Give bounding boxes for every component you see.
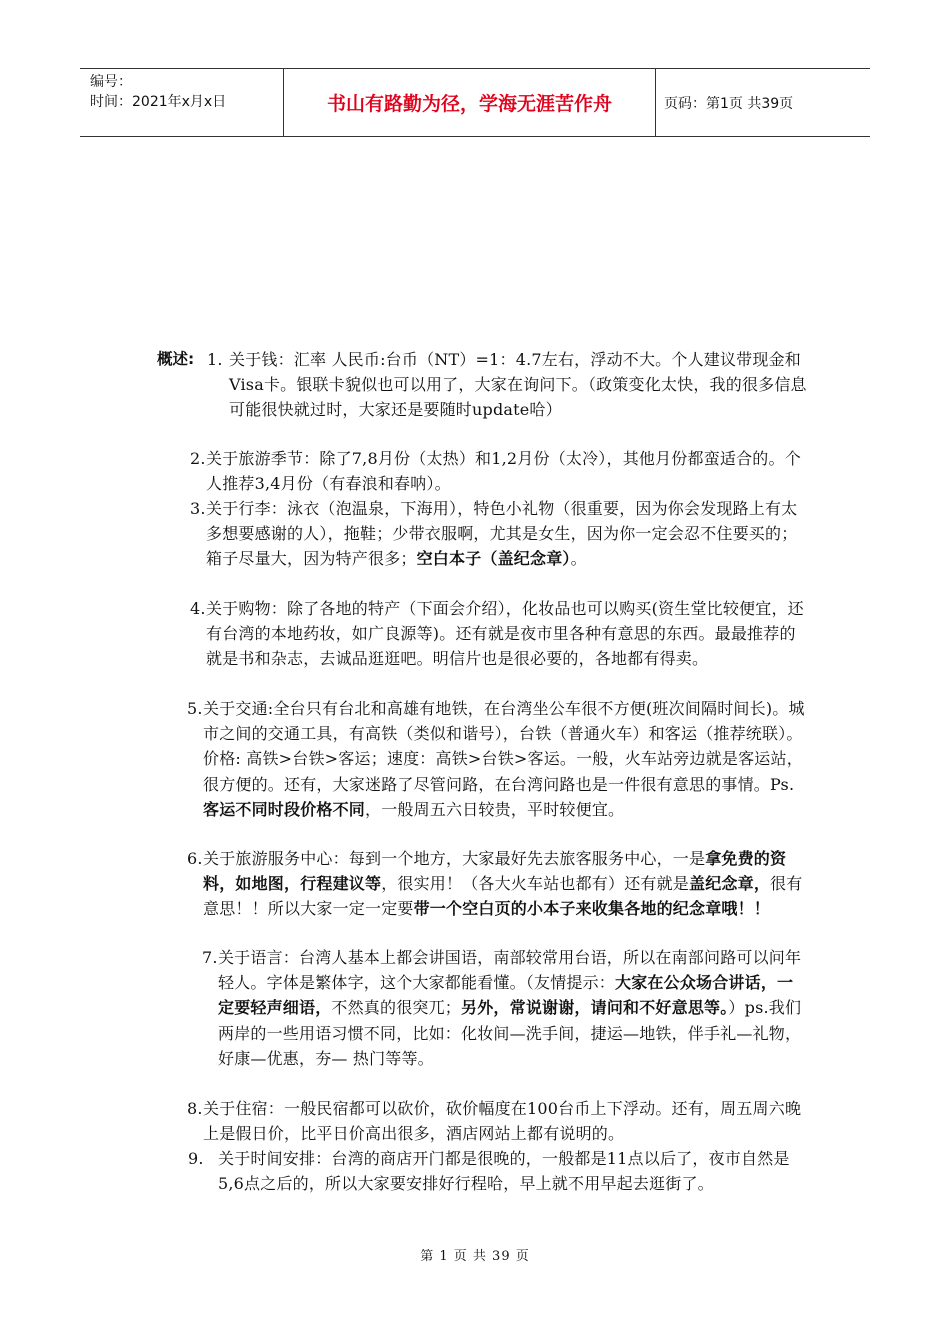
item-text: 关于购物：除了各地的特产（下面会介绍），化妆品也可以购买(资生堂比较便宜，还有台湾的本地药妆，如广良源等)。还有就是夜市里各种有意思的东西。最最推荐的就是书和杂志，去诚品逛逛吧。明信片也是很必要的，各地都有得卖。 (206, 599, 804, 669)
overview-label: 概述: (157, 350, 195, 368)
item-text: 关于住宿：一般民宿都可以砍价，砍价幅度在100台币上下浮动。还有，周五周六晚上是假日价，比平日价高出很多，酒店网站上都有说明的。 (203, 1099, 802, 1144)
item-text: 关于语言：台湾人基本上都会讲国语，南部较常用台语，所以在南部问路可以问年轻人。字体是繁体字，这个大家都能看懂。（友情提示： (218, 948, 802, 993)
item-number: 8. (187, 1099, 203, 1118)
item-number: 6. (187, 849, 203, 868)
header-meta (90, 72, 226, 112)
item-text-tail: ，很实用！（各大火车站也都有）还有就是 (381, 874, 690, 894)
item-text: 关于钱：汇率 人民币:台币（NT）=1：4.7左右，浮动不大。个人建议带现金和Visa卡。银联卡貌似也可以用了，大家在询问下。（政策变化太快，我的很多信息可能很快就过时，大家还是要随时update哈） (229, 350, 807, 420)
item-text-tail: 。 (570, 549, 587, 569)
serial-label: 编号： (90, 74, 132, 90)
list-item (202, 945, 806, 1071)
item-number: 5. (187, 699, 203, 718)
item-number: 2. (190, 449, 206, 468)
header-divider (655, 69, 656, 136)
item-number: 1. (207, 350, 223, 369)
list-item (190, 446, 806, 496)
item-emphasis: 空白本子（盖纪念章） (416, 549, 571, 569)
item-emphasis: 带一个空白页的小本子来收集各地的纪念章哦！！ (413, 899, 771, 919)
item-text-tail: 很有意思！！所以大家一定一定要 (203, 874, 803, 919)
list-item (190, 496, 806, 572)
page-footer: 第 1 页 共 39 页 (420, 1249, 530, 1264)
list-item (187, 846, 806, 922)
item-emphasis: 盖纪念章， (689, 874, 771, 894)
item-text: 关于行李：泳衣（泡温泉，下海用），特色小礼物（很重要，因为你会发现路上有太多想要感谢的人），拖鞋；少带衣服啊，尤其是女生，因为你一定会忍不住要买的；箱子尽量大，因为特产很多； (206, 499, 798, 569)
item-text: 关于旅游季节：除了7,8月份（太热）和1,2月份（太冷），其他月份都蛮适合的。个人推荐3,4月份（有春浪和春呐）。 (206, 449, 801, 494)
item-emphasis: 客运不同时段价格不同 (203, 799, 366, 819)
list-item (207, 347, 809, 423)
item-number: 4. (190, 599, 206, 618)
item-emphasis: 大家在公众场合讲话，一定要轻声细语， (218, 973, 794, 1018)
item-text: 关于旅游服务中心：每到一个地方，大家最好先去旅客服务中心，一是 (203, 849, 706, 868)
list-item (188, 1146, 806, 1196)
item-text-tail: ）ps.我们两岸的一些用语习惯不同，比如：化妆间—洗手间，捷运—地铁，伴手礼—礼物，好康—优惠，夯— 热门等等。 (218, 998, 802, 1068)
header-motto: 书山有路勤为径，学海无涯苦作舟 (326, 93, 612, 115)
item-text-tail: 不然真的很突兀； (331, 998, 462, 1018)
item-number: 3. (190, 499, 206, 518)
item-emphasis: 另外，常说谢谢，请问和不好意思等。 (461, 998, 729, 1018)
item-text: 关于时间安排：台湾的商店开门都是很晚的，一般都是11点以后了，夜市自然是5,6点之后的，所以大家要安排好行程哈，早上就不用早起去逛街了。 (218, 1149, 790, 1194)
list-item (190, 596, 806, 672)
item-text: 关于交通:全台只有台北和高雄有地铁，在台湾坐公车很不方便(班次间隔时间长)。城市之间的交通工具，有高铁（类似和谐号），台铁（普通火车）和客运（推荐统联）。价格: 高铁>台铁>客运；速度：高铁>台铁>客运。一般，火车站旁边就是客运站，很方便的。还有，大家迷路了尽管问路，在台湾问路也是一件很有意思的事情。Ps. (203, 699, 805, 794)
date-label: 时间：2021年x月x日 (90, 94, 227, 110)
item-emphasis: 拿免费的资料，如地图，行程建议等 (203, 849, 787, 894)
header-page-info: 页码：第1页 共39页 (664, 96, 794, 112)
item-number: 7. (202, 948, 218, 967)
list-item (187, 1096, 806, 1146)
item-number: 9. (188, 1149, 204, 1168)
list-item (187, 696, 806, 822)
item-text-tail: ，一般周五六日较贵，平时较便宜。 (365, 799, 625, 819)
document-header (80, 68, 870, 137)
